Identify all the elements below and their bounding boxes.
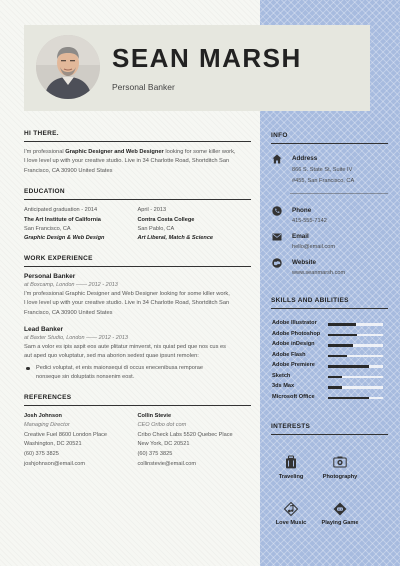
interest-label: Photography (322, 474, 358, 480)
about-heading: HI THERE. (24, 130, 251, 142)
gamepad-icon (333, 502, 347, 516)
interests-heading: INTERESTS (271, 423, 311, 430)
job-subtitle: at Boxcamp, London —— 2012 - 2013 (24, 281, 118, 288)
skill-bar-fill (328, 344, 353, 347)
job-description (24, 343, 251, 362)
camera-icon (333, 455, 347, 469)
job-line: I'm professional Graphic Designer and Web Designer looking for some killer work, (24, 290, 230, 297)
skill-bar (328, 365, 383, 368)
job-line: Sam a volor es ipis aspit eos aute plitatur minverst, nis quiat ped que nos cus es (24, 344, 227, 351)
skill-name: Adobe inDesign (272, 341, 315, 347)
about-intro-end: looking for some killer work, (163, 149, 236, 155)
experience-heading: WORK EXPERIENCE (24, 255, 251, 267)
skill-bar (328, 344, 383, 347)
skill-bar-fill (328, 386, 342, 389)
reference-entry (138, 412, 252, 470)
email-label: Email (292, 233, 309, 240)
job-line: I love level up with your creative studio. Live in 34 Charlotte Road, Shortditch San (24, 300, 230, 307)
interests-divider (271, 434, 388, 435)
education-entry (138, 206, 252, 244)
email-icon (272, 232, 282, 242)
education-dates: April - 2013 (137, 207, 167, 214)
bullet-dot-icon (26, 367, 30, 371)
job-line: aut aped quo voluptatur, sed ma aborion sedest quae ipsunt remolen: (24, 353, 199, 360)
references-heading: REFERENCES (24, 394, 251, 406)
reference-email: joshjohnson@email.com (24, 460, 86, 467)
interest-label: Love Music (275, 520, 307, 526)
skill-name: 3ds Max (272, 383, 295, 389)
education-school: The Art Institute of California (24, 216, 101, 223)
reference-line: Washington, DC 20521 (24, 441, 82, 448)
skills-divider (271, 308, 388, 309)
skill-name: Sketch (272, 372, 291, 379)
skill-bar (328, 323, 383, 326)
address-label: Address (292, 155, 318, 162)
reference-email: collinstevie@email.com (137, 460, 197, 467)
job-entry (24, 326, 251, 383)
reference-line: New York, DC 20521 (137, 441, 190, 448)
skill-name: Adobe Flash (272, 351, 306, 358)
education-location: San Pablo, CA (137, 226, 175, 233)
email-value: hello@email.com (292, 244, 335, 250)
education-list (24, 206, 251, 244)
globe-icon (272, 258, 282, 268)
skill-name: Adobe Premiere (272, 362, 315, 368)
job-title: Lead Banker (24, 326, 64, 334)
job-description (24, 290, 251, 318)
skills-heading: SKILLS AND ABILITIES (271, 297, 349, 304)
address-line-1: 866 S. State St, Suite IV (292, 167, 353, 173)
skill-name: Adobe Illustrator (272, 320, 317, 326)
about-text (24, 148, 251, 176)
skill-bar (328, 334, 383, 337)
skill-bar-fill (328, 376, 342, 379)
skill-bar-fill (328, 365, 369, 368)
skill-bar (328, 386, 383, 389)
profile-photo (36, 35, 100, 99)
address-icon (272, 154, 282, 164)
job-entry (24, 273, 251, 318)
bullet-line: Pedici voluptat, et enis maionsequi di occus enecenibusa remporae (36, 364, 203, 371)
job-subtitle: at Baxter Studio, London —— 2012 - 2013 (24, 335, 128, 342)
candidate-name: SEAN MARSH (112, 43, 302, 73)
phone-label: Phone (292, 207, 312, 214)
info-divider (271, 143, 388, 144)
about-intro-start: I'm professional (24, 149, 66, 155)
reference-line: Cribo Check Labs 5520 Quebec Place (137, 431, 233, 438)
education-entry (24, 206, 138, 244)
website-value[interactable]: www.seanmarsh.com (292, 270, 346, 276)
bullet-line: nonseque sin doluptatis nonsenim eost. (36, 374, 135, 381)
info-heading: INFO (271, 132, 288, 139)
education-location: San Francisco, CA (24, 226, 71, 233)
job-line: Francisco, CA 30900 United States (24, 309, 113, 316)
interest-label: Playing Game (321, 520, 359, 526)
skill-bar-fill (328, 397, 369, 400)
skill-bar (328, 397, 383, 400)
skill-bar-fill (328, 355, 347, 358)
references-list (24, 412, 251, 470)
about-line-3: Francisco, CA 30900 United States (24, 167, 113, 174)
reference-name: Josh Johnson (24, 412, 62, 419)
about-intro-bold: Graphic Designer and Web Designer (65, 149, 164, 155)
phone-value: 415-555-7142 (292, 218, 327, 224)
music-icon (284, 502, 298, 516)
about-line-2: I love level up with your creative studio. Live in 34 Charlotte Road, Shortditch San (24, 158, 230, 165)
phone-icon (272, 206, 282, 216)
website-label: Website (292, 259, 317, 266)
skill-bar (328, 355, 383, 358)
education-degree: Art Liberal, Match & Science (137, 235, 214, 242)
skill-bar-fill (328, 334, 357, 337)
header-card (24, 25, 370, 111)
main-column (24, 130, 251, 469)
reference-role: Managing Director (24, 422, 70, 429)
profile-photo-image (36, 35, 100, 99)
reference-line: Creative Fuel 8600 London Place (24, 431, 108, 438)
education-school: Contra Costa College (137, 216, 195, 223)
education-degree: Graphic Design & Web Design (24, 235, 105, 242)
skill-name: Microsoft Office (272, 393, 315, 400)
interest-label: Traveling (278, 474, 304, 480)
skill-name: Adobe Photoshop (272, 330, 321, 337)
address-line-2: #455, San Francisco, CA (292, 178, 355, 184)
address-divider (290, 193, 388, 194)
reference-phone: (60) 375 3825 (137, 451, 173, 458)
skill-bar-fill (328, 323, 356, 326)
reference-role: CEO Oribo dot com (137, 422, 187, 429)
reference-entry (24, 412, 138, 470)
job-title: Personal Banker (24, 272, 76, 280)
bag-icon (284, 455, 298, 469)
reference-name: Collin Stevie (137, 412, 172, 419)
job-bullet (24, 364, 251, 383)
candidate-title: Personal Banker (112, 82, 175, 92)
skill-bar (328, 376, 383, 379)
reference-phone: (60) 375 3825 (24, 451, 59, 458)
education-heading: EDUCATION (24, 188, 251, 200)
education-dates: Anticipated graduation - 2014 (24, 207, 98, 214)
